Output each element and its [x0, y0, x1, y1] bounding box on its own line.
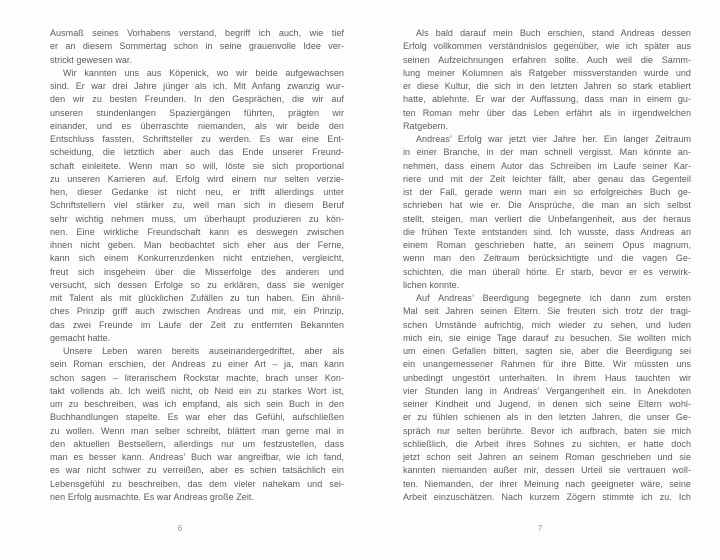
text-line: unseren stundenlangen Spaziergängen führten, prägten wir	[50, 107, 344, 118]
page-number: 7	[537, 523, 543, 533]
text-line: in einer Branche, in der man schnell vergisst. Man könnte an-	[403, 147, 691, 158]
text-line: nen. Eine wirkliche Freundschaft kann es deswegen zwischen	[50, 226, 344, 237]
text-line: Ausmaß seines Vorhabens verstand, begriff ich auch, wie tief	[50, 28, 344, 38]
paragraph	[50, 345, 344, 504]
page-text-column	[50, 27, 344, 504]
text-line: ein unangemessener Rahmen für ihre Bitte. Wir müssten uns	[403, 359, 691, 370]
text-line: schrieben hat wie er. Die Ansprüche, die man an sich selbst	[403, 200, 691, 211]
text-line: Buchhandlungen stapelte. Es war eher das Gefühl, aufschließen	[50, 412, 344, 423]
paragraph	[50, 27, 344, 67]
text-line: sein Roman erschien, der Andreas zu einer Art – ja, man kann	[50, 359, 344, 370]
text-line: wenn man den Zeitraum berücksichtigte und die vagen Ge-	[403, 253, 691, 264]
text-line: er diese Kultur, die sich in den letzten Jahren so stark etabliert	[403, 81, 691, 91]
text-line: kannten niemanden außer mir, dessen Urteil sie vertrauen woll-	[403, 465, 691, 476]
text-line: strickt gewesen war.	[50, 54, 133, 65]
text-line: Unsere Leben waren bereits auseinandergedriftet, aber als	[63, 346, 344, 356]
text-line: schließlich, die Arbeit ihres Sohnes zu sichten, er hatte doch	[403, 438, 691, 449]
text-line: Arbeit einzuschätzen. Nach kurzem Zögern stimmte ich zu. Ich	[403, 491, 691, 502]
text-line: Wir kannten uns aus Köpenick, wo wir beide aufgewachsen	[63, 67, 344, 78]
text-line: sehr wichtig nehmen muss, um überhaupt produzieren zu kön-	[50, 213, 344, 224]
text-line: ihnen nicht geben. Man beobachtet sich eher aus der Ferne,	[50, 240, 344, 250]
text-line: nehmen, dass einem Autor das Schreiben im Laufe seiner Kar-	[403, 160, 691, 171]
text-line: um zu beschreiben, was ich empfand, als sich sein Buch in den	[50, 399, 344, 409]
text-line: ches Prinzip griff auch zwischen Andreas und mir, ein Prinzip,	[50, 306, 344, 317]
text-line: seinen Aufzeichnungen erfahren sollte. Auch weil die Samm-	[403, 54, 691, 65]
text-line: lichen konnte.	[403, 279, 460, 290]
text-line: jetzt schon seit Jahren an seinem Roman geschrieben und sie	[403, 452, 691, 462]
text-line: kann sich einem Konkurrenzdenken nicht entziehen, vergleicht,	[50, 253, 344, 264]
text-line: schon sagen – literarischem Rockstar machte, brach unser Kon-	[50, 372, 344, 383]
page-text-column	[403, 27, 691, 504]
paragraph	[403, 133, 691, 292]
text-line: riere und mit der Zeit leichter fällt, aber genau das Gegenteil	[403, 173, 691, 184]
text-line: stellt, steigen, man verliert die Unbefangenheit, aus der heraus	[403, 213, 691, 224]
book-page-right	[360, 0, 720, 560]
text-line: Auf Andreas’ Beerdigung begegnete ich dann zum ersten	[416, 293, 691, 303]
text-line: den aktuellen Bestsellern, allerdings nur um festzustellen, dass	[50, 438, 344, 449]
text-line: mich ein, sie einige Tage darauf zu besuchen. Sie wollten mich	[403, 332, 691, 343]
text-line: scheidung, die letztlich aber auch das Ende unserer Freund-	[50, 147, 344, 158]
text-line: Ratgebern.	[403, 120, 449, 131]
text-line: ten. Niemanden, der ihrer Meinung nach geeigneter wäre, seine	[403, 478, 691, 489]
text-line: zu unseren Karrieren auf. Erfolg wird einem nur selten verzie-	[50, 173, 344, 184]
paragraph	[403, 27, 691, 133]
text-line: vier Stunden lang in Andreas’ Vergangenheit ein. In Anekdoten	[403, 385, 691, 396]
text-line: takt vollends ab. Ich weiß nicht, ob Neid ein zu starkes Wort ist,	[50, 385, 344, 396]
text-line: zu wollen. Wenn man selber schreibt, blättert man gerne mal in	[50, 425, 344, 436]
text-line: Als bald darauf mein Buch erschien, stand Andreas dessen	[416, 28, 691, 38]
text-line: Andreas’ Erfolg war jetzt vier Jahre her. Ein langer Zeitraum	[416, 134, 691, 144]
text-line: er an diesem Sommertag schon in seine grauenvolle Idee ver-	[50, 41, 344, 52]
paragraph	[50, 67, 344, 345]
text-line: das zwei Freunde im Laufe der Zeit zu entfernten Bekannten	[50, 319, 344, 330]
text-line: ten Roman mehr über das Leben erfährt als in irgendwelchen	[403, 107, 691, 118]
text-line: sind. Er war drei Jahre jünger als ich. Mit Anfang zwanzig wur-	[50, 81, 344, 91]
text-line: es war nicht schwer zu verreißen, aber es schien tatsächlich ein	[50, 465, 344, 476]
text-line: Schriftstellern viel stärker zu, weil man sich in diesem Beruf	[50, 200, 344, 211]
text-line: einem Roman geschrieben hatte, an seinem Opus magnum,	[403, 240, 691, 250]
text-line: man es besser kann. Andreas’ Buch war angreifbar, wie ich fand,	[50, 452, 344, 462]
text-line: ist der Fall, gerade wenn man ein so erfolgreiches Buch ge-	[403, 187, 691, 197]
text-line: hen, dieser Gedanke ist nicht neu, er trifft allerdings unter	[50, 187, 344, 197]
text-line: Erfolg vollkommen verständnislos gegenüber, wie ich später aus	[403, 41, 691, 52]
text-line: versucht, sich dessen Erfolge so zu erklären, dass sie weniger	[50, 279, 344, 290]
paragraph	[403, 292, 691, 504]
text-line: schaft einleitete. Wenn man so will, löste sie sich proportional	[50, 160, 344, 171]
text-line: Mal seit Jahren seinen Eltern. Sie freuten sich trotz der tragi-	[403, 306, 691, 317]
text-line: Lebensgefühl zu beschreiben, das dem vieler nahekam und sei-	[50, 478, 344, 489]
text-line: einander, und es überraschte niemanden, als wir beide den	[50, 120, 344, 131]
text-line: spräch nur selten berührte. Bevor ich aufbrach, baten sie mich	[403, 425, 691, 436]
text-line: um einen Gefallen bitten, sagten sie, aber die Beerdigung sei	[403, 346, 691, 356]
text-line: freut sich insgeheim über die Misserfolge des anderen und	[50, 266, 344, 277]
text-line: er zu fühlen schienen als in den letzten Jahren, die unser Ge-	[403, 412, 691, 423]
text-line: hatte, ablehnte. Er war der Auffassung, dass man in einem gu-	[403, 94, 691, 105]
text-line: lung meiner Kolumnen als Ratgeber missverstanden wurde und	[403, 67, 691, 78]
text-line: schichten, die man überall hörte. Er starb, bevor er es verwirk-	[403, 266, 691, 277]
text-line: nen Erfolg ausmachte. Es war Andreas große Zeit.	[50, 491, 254, 502]
page-number: 6	[177, 523, 183, 533]
text-line: mit Talent als mit glücklichen Zufällen zu tun haben. Ein ähnli-	[50, 293, 344, 303]
text-line: die frühen Texte entstanden sind. Ich wusste, dass Andreas an	[403, 226, 691, 237]
text-line: gemacht hatte.	[50, 332, 111, 343]
text-line: schen Umstände aufrichtig, mich wieder zu sehen, und luden	[403, 319, 691, 330]
text-line: Entschluss fassten, Schriftsteller zu werden. Es war eine Ent-	[50, 134, 344, 144]
text-line: unbedingt ungestört unterhalten. In ihrem Haus tauchten wir	[403, 372, 691, 383]
text-line: seiner Kindheit und Jugend, in denen sich seine Eltern wohl-	[403, 399, 691, 409]
text-line: den wir zu besten Freunden. In den Gesprächen, die wir auf	[50, 94, 344, 105]
